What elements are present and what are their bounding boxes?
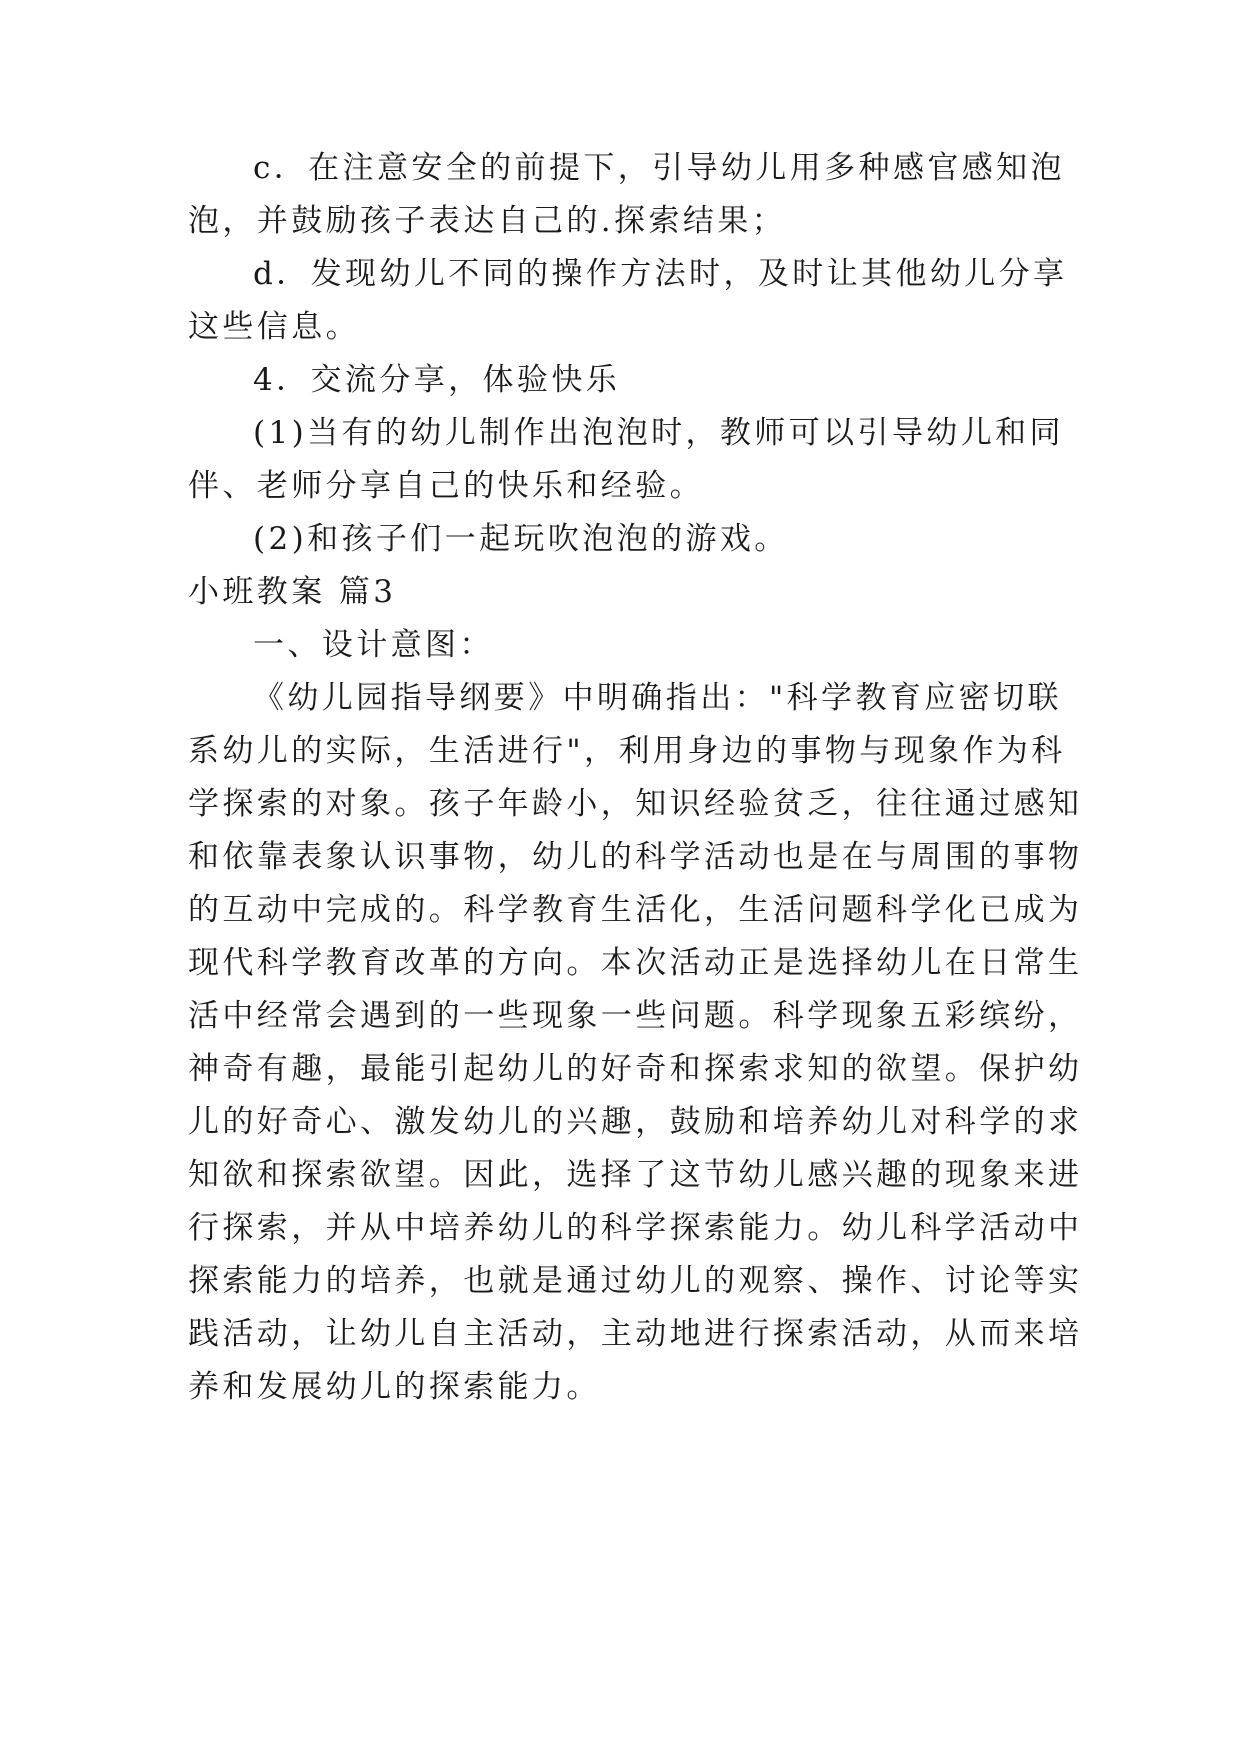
text-line: 神奇有趣，最能引起幼儿的好奇和探索求知的欲望。保护幼	[188, 1051, 1083, 1087]
text-line: c．在注意安全的前提下，引导幼儿用多种感官感知泡	[253, 150, 1065, 186]
text-line: 养和发展幼儿的探索能力。	[188, 1369, 601, 1405]
text-line: 的互动中完成的。科学教育生活化，生活问题科学化已成为	[188, 892, 1083, 928]
text-line: (2)和孩子们一起玩吹泡泡的游戏。	[253, 521, 789, 557]
text-line: 系幼儿的实际，生活进行"，利用身边的事物与现象作为科	[188, 733, 1066, 769]
text-line: (1)当有的幼儿制作出泡泡时，教师可以引导幼儿和同	[253, 415, 1064, 451]
section-heading: 一、设计意图：	[253, 627, 494, 663]
text-line: 探索能力的培养，也就是通过幼儿的观察、操作、讨论等实	[188, 1263, 1083, 1299]
text-line: 现代科学教育改革的方向。本次活动正是选择幼儿在日常生	[188, 945, 1083, 981]
document-title: 小班教案 篇3	[188, 574, 397, 610]
text-line: 伴、老师分享自己的快乐和经验。	[188, 468, 704, 504]
text-line: 儿的好奇心、激发幼儿的兴趣，鼓励和培养幼儿对科学的求	[188, 1104, 1083, 1140]
section-heading: 4．交流分享，体验快乐	[253, 362, 621, 398]
text-line: 行探索，并从中培养幼儿的科学探索能力。幼儿科学活动中	[188, 1210, 1083, 1246]
text-line: 践活动，让幼儿自主活动，主动地进行探索活动，从而来培	[188, 1316, 1083, 1352]
text-line: 《幼儿园指导纲要》中明确指出："科学教育应密切联	[253, 680, 1062, 716]
text-line: 活中经常会遇到的一些现象一些问题。科学现象五彩缤纷，	[188, 998, 1083, 1034]
text-line: 这些信息。	[188, 309, 360, 345]
text-line: 和依靠表象认识事物，幼儿的科学活动也是在与周围的事物	[188, 839, 1083, 875]
text-line: d．发现幼儿不同的操作方法时，及时让其他幼儿分享	[253, 256, 1068, 292]
text-line: 泡，并鼓励孩子表达自己的.探索结果；	[188, 203, 787, 239]
text-line: 知欲和探索欲望。因此，选择了这节幼儿感兴趣的现象来进	[188, 1157, 1083, 1193]
text-line: 学探索的对象。孩子年龄小，知识经验贫乏，往往通过感知	[188, 786, 1083, 822]
